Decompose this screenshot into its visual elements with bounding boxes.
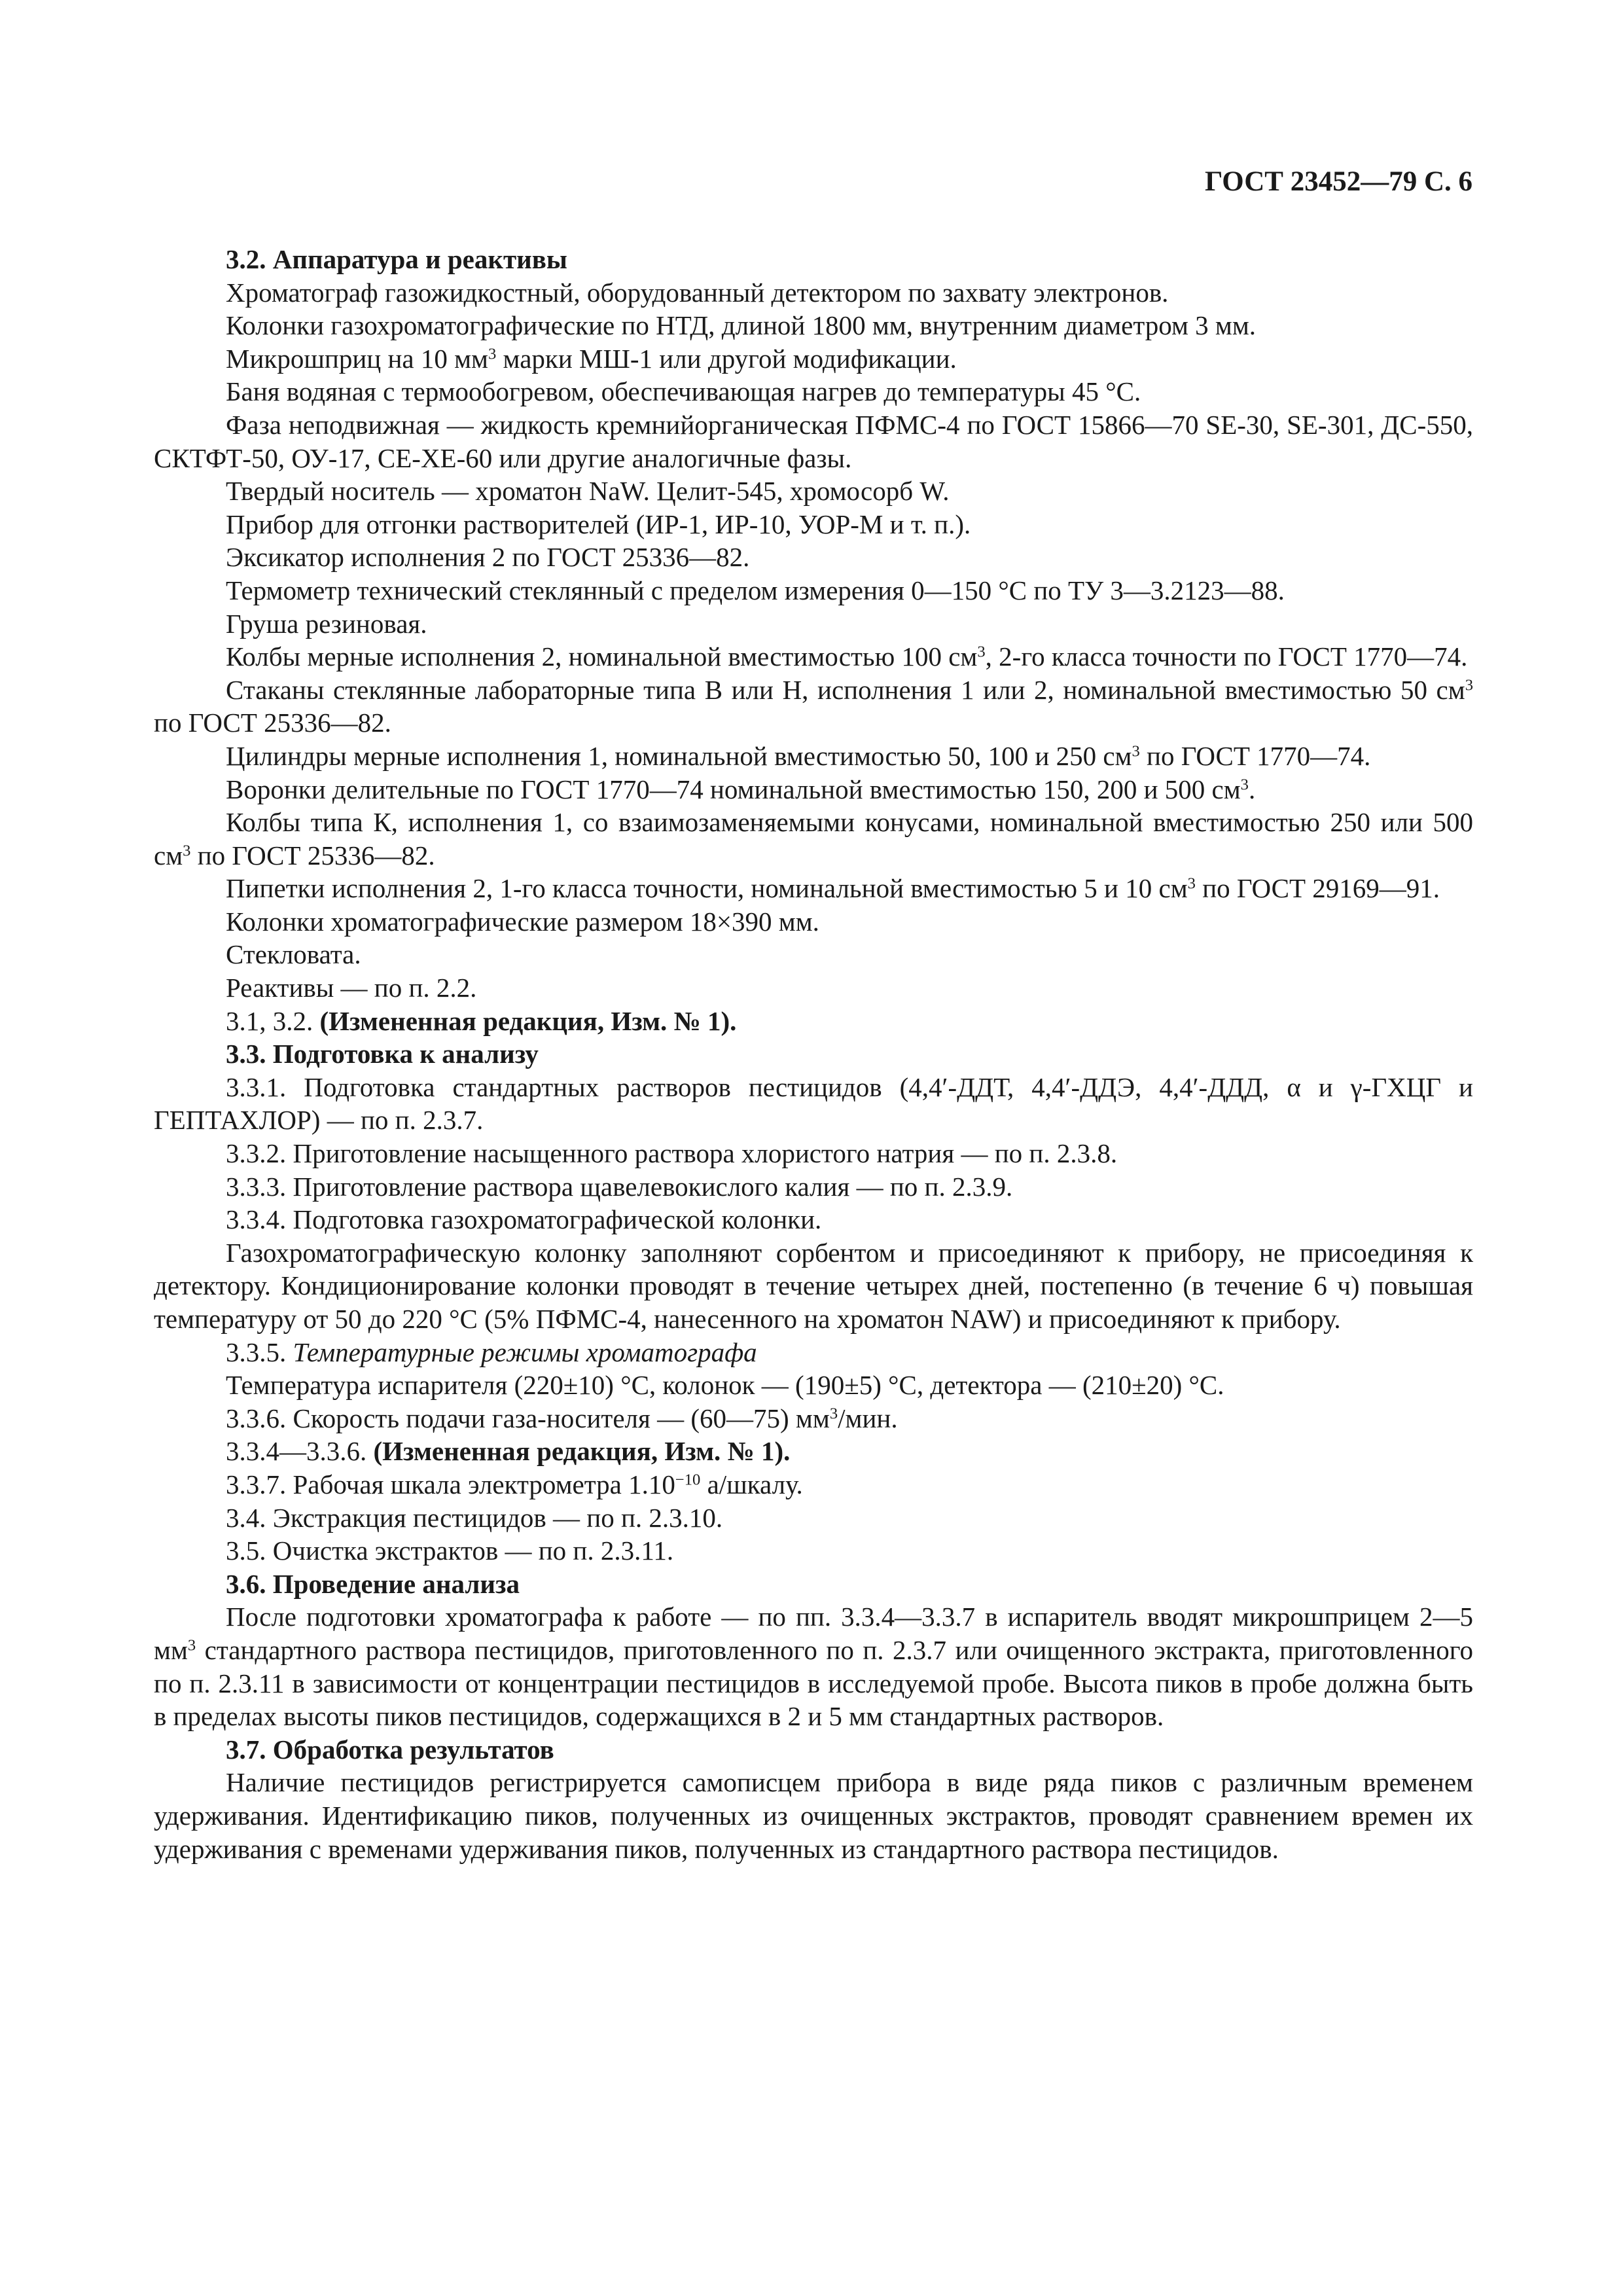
paragraph: Стаканы стеклянные лабораторные типа В или Н, исполнения 1 или 2, номинальной вместимостью 50 $см^3$ по ГОСТ 25336—82. xyxy=(154,674,1473,738)
section-3-6-heading: 3.6. Проведение анализа xyxy=(226,1568,520,1599)
paragraph: После подготовки хроматографа к работе — по пп. 3.3.4—3.3.7 в испаритель вводят микрошприцем 2—5 $мм^3$ стандартного раствора пестицидов, приготовленного по п. 2.3.7 или очищенного экстракта, приготовленного по п. 2.3.11 в зависимости от концентрации пестицидов в исследуемой пробе. Высота пиков в пробе должна быть в пределах высоты пиков пестицидов, содержащихся в 2 и 5 мм стандартных растворов. xyxy=(154,1602,1473,1732)
paragraph: Груша резиновая. xyxy=(226,608,427,639)
paragraph: Колонки хроматографические размером 18×390 мм. xyxy=(226,906,819,937)
paragraph: Температура испарителя (220±10) °С, колонок — (190±5) °С, детектора — (210±20) °С. xyxy=(226,1370,1224,1401)
paragraph: Хроматограф газожидкостный, оборудованный детектором по захвату электронов. xyxy=(226,277,1169,308)
paragraph: Стекловата. xyxy=(226,939,361,970)
section-3-2-heading: 3.2. Аппаратура и реактивы xyxy=(226,244,567,274)
section-3-3-heading: 3.3. Подготовка к анализу xyxy=(226,1039,539,1069)
paragraph: Прибор для отгонки растворителей (ИР-1, ИР-10, УОР-М и т. п.). xyxy=(226,509,971,539)
paragraph: Колбы мерные исполнения 2, номинальной вместимостью 100 $см^3$, 2-го класса точности по ГОСТ 1770—74. xyxy=(226,641,1468,672)
paragraph: Колонки газохроматографические по НТД, длиной 1800 мм, внутренним диаметром 3 мм. xyxy=(226,310,1257,341)
paragraph: 3.3.1. Подготовка стандартных растворов пестицидов (4,4′-ДДТ, 4,4′-ДДЭ, 4,4′-ДДД, α и γ-ГХЦГ и ГЕПТАХЛОР) — по п. 2.3.7. xyxy=(154,1071,1473,1136)
paragraph: Пипетки исполнения 2, 1-го класса точности, номинальной вместимостью 5 и 10 $см^3$ по ГОСТ 29169—91. xyxy=(226,873,1440,904)
paragraph: Микрошприц на 10 $мм^3$ марки МШ-1 или другой модификации. xyxy=(226,343,957,374)
paragraph: Реактивы — по п. 2.2. xyxy=(226,973,477,1003)
paragraph: 3.3.4. Подготовка газохроматографической колонки. xyxy=(226,1204,822,1235)
paragraph: 3.3.7. Рабочая шкала электрометра $1.10^{-10}$ а/шкалу. xyxy=(226,1469,803,1499)
paragraph: Баня водяная с термообогревом, обеспечивающая нагрев до температуры 45 °С. xyxy=(226,376,1141,407)
paragraph: Цилиндры мерные исполнения 1, номинальной вместимостью 50, 100 и 250 $см^3$ по ГОСТ 1770—74. xyxy=(226,740,1371,771)
paragraph: Колбы типа К, исполнения 1, со взаимозаменяемыми конусами, номинальной вместимостью 250 или 500 $см^3$ по ГОСТ 25336—82. xyxy=(154,807,1473,870)
amendment-note: 3.3.4—3.3.6. (Измененная редакция, Изм. № 1). xyxy=(226,1436,791,1467)
paragraph: Фаза неподвижная — жидкость кремнийорганическая ПФМС-4 по ГОСТ 15866—70 SE-30, SE-301, ДС-550, СКТФТ-50, ОУ-17, СЕ-ХЕ-60 или другие аналогичные фазы. xyxy=(154,409,1473,473)
paragraph: 3.3.2. Приготовление насыщенного раствора хлористого натрия — по п. 2.3.8. xyxy=(226,1138,1118,1169)
document-body xyxy=(154,243,1473,1865)
paragraph: 3.4. Экстракция пестицидов — по п. 2.3.10. xyxy=(226,1502,723,1533)
amendment-note: 3.1, 3.2. (Измененная редакция, Изм. № 1). xyxy=(226,1005,737,1036)
paragraph: Твердый носитель — хроматон NaW. Целит-545, хромосорб W. xyxy=(226,476,950,507)
paragraph: 3.5. Очистка экстрактов — по п. 2.3.11. xyxy=(226,1535,674,1566)
paragraph: Термометр технический стеклянный с пределом измерения 0—150 °С по ТУ 3—3.2123—88. xyxy=(226,575,1285,605)
paragraph: Воронки делительные по ГОСТ 1770—74 номинальной вместимостью 150, 200 и 500 $см^3$. xyxy=(226,774,1256,804)
page-header: ГОСТ 23452—79 С. 6 xyxy=(1204,166,1472,197)
paragraph: Эксикатор исполнения 2 по ГОСТ 25336—82. xyxy=(226,542,750,573)
paragraph: 3.3.6. Скорость подачи газа-носителя — (60—75) $мм^3$/мин. xyxy=(226,1403,898,1433)
paragraph: Наличие пестицидов регистрируется самописцем прибора в виде ряда пиков с различным временем удерживания. Идентификацию пиков, полученных из очищенных экстрактов, проводят сравнением времен их удерживания с временами удерживания пиков, полученных из стандартного раствора пестицидов. xyxy=(154,1767,1473,1864)
section-3-7-heading: 3.7. Обработка результатов xyxy=(226,1734,554,1765)
paragraph: Газохроматографическую колонку заполняют сорбентом и присоединяют к прибору, не присоединяя к детектору. Кондиционирование колонки проводят в течение четырех дней, постепенно (в течение 6 ч) повышая температуру от 50 до 220 °С (5% ПФМС-4, нанесенного на хроматон NAW) и присоединяют к прибору. xyxy=(154,1237,1473,1334)
paragraph: 3.3.5. Температурные режимы хроматографа xyxy=(226,1336,757,1367)
paragraph: 3.3.3. Приготовление раствора щавелевокислого калия — по п. 2.3.9. xyxy=(226,1171,1013,1202)
